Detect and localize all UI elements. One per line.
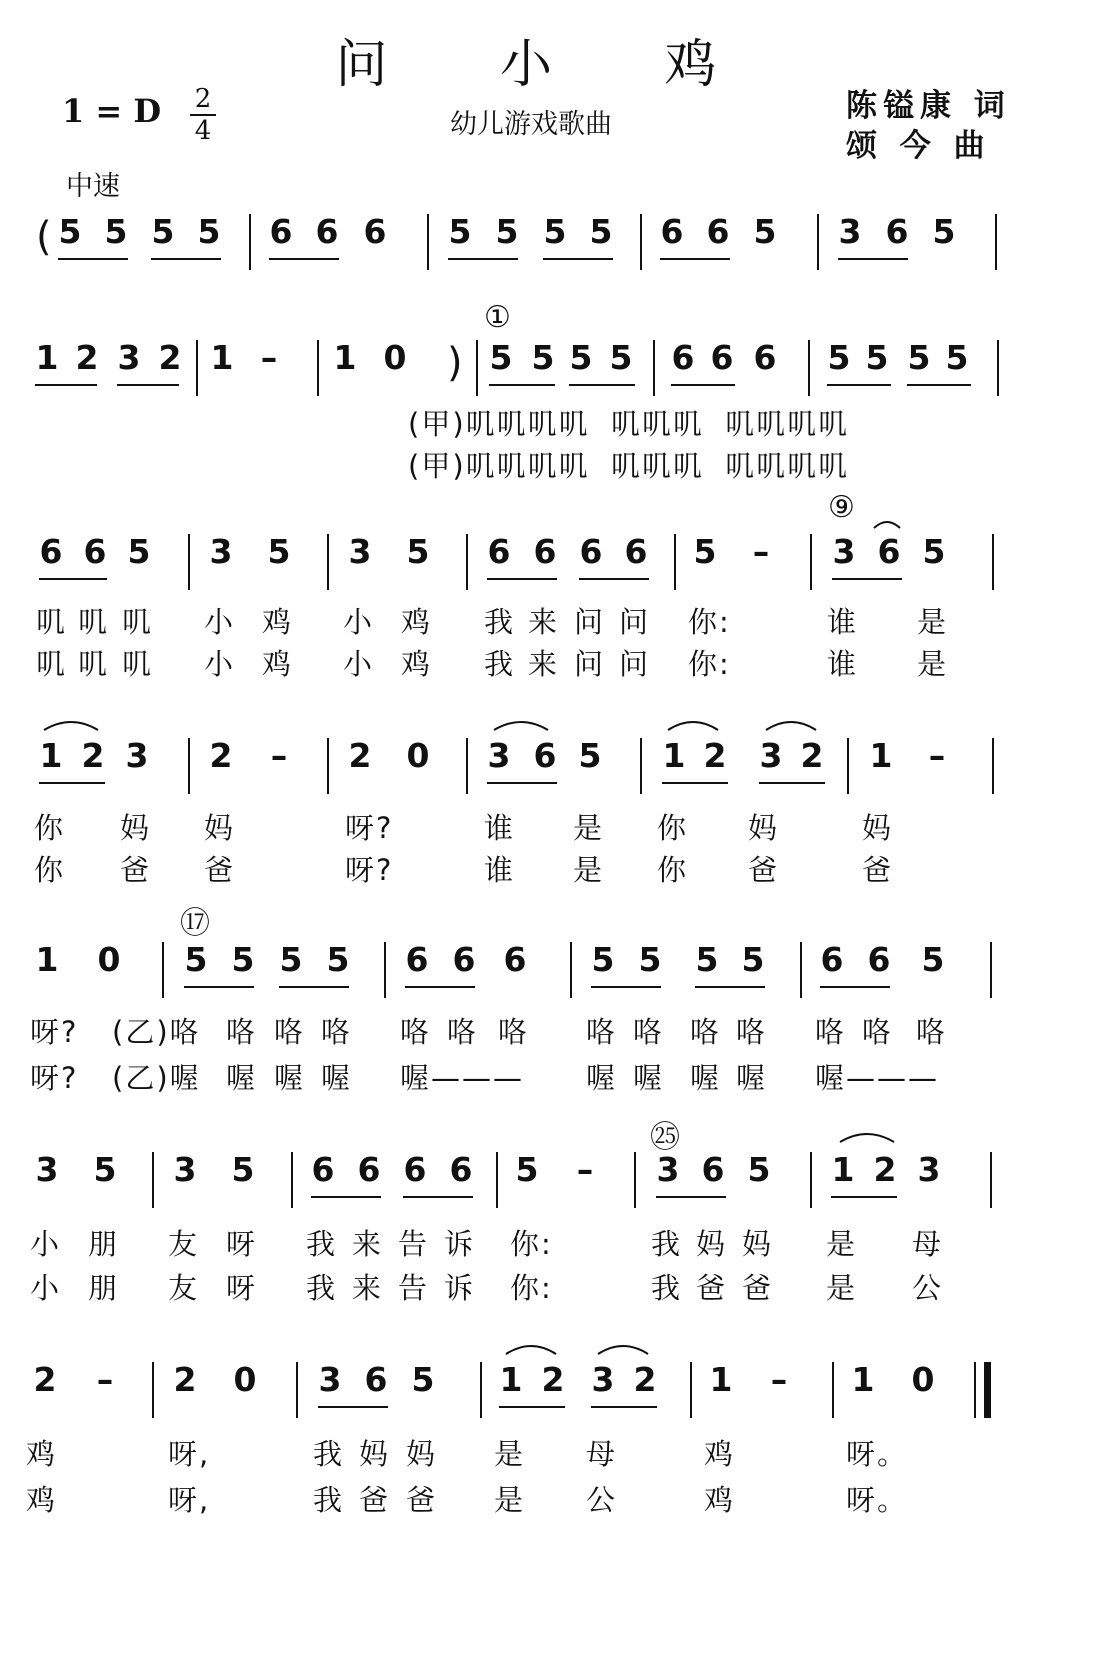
lyricist-credit: 陈镒康 词: [846, 88, 1011, 124]
measure-marker-9: ⑨: [828, 490, 855, 525]
composer-credit: 颂 今 曲: [846, 128, 991, 164]
time-signature-bottom: 4: [194, 116, 212, 146]
measure-marker-17: ⑰: [180, 906, 210, 941]
slur: [764, 718, 818, 732]
slur: [42, 718, 100, 732]
slur: [666, 718, 720, 732]
song-title: 问 小 鸡: [335, 35, 765, 95]
slur: [838, 1130, 896, 1144]
lyric-r2-verse2: (甲)叽叽叽叽 叽叽叽 叽叽叽叽: [408, 449, 850, 483]
measure-marker-1: ①: [484, 300, 511, 335]
slur: [504, 1342, 558, 1356]
lyric-r2-verse1: (甲)叽叽叽叽 叽叽叽 叽叽叽叽: [408, 407, 850, 441]
slur: [872, 518, 902, 530]
tempo-marking: 中速: [66, 171, 120, 202]
time-signature: [190, 86, 216, 144]
subtitle: 幼儿游戏歌曲: [450, 109, 612, 140]
time-signature-top: 2: [194, 84, 212, 114]
slur: [596, 1342, 650, 1356]
measure-marker-25: ㉕: [650, 1120, 680, 1155]
key-signature: 1 = D: [62, 92, 162, 130]
slur: [492, 718, 550, 732]
